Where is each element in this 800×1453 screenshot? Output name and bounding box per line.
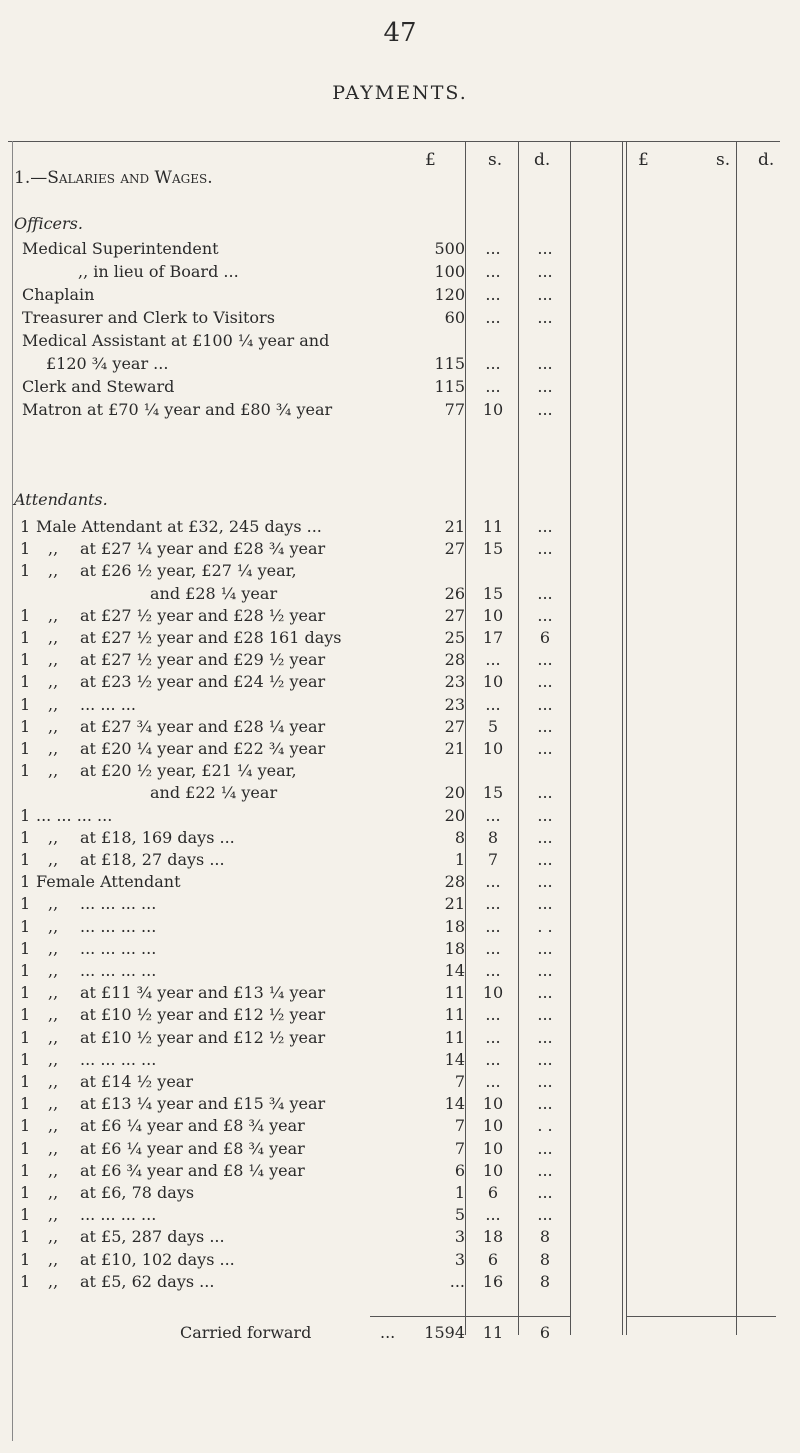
header-shillings: s. [488, 150, 503, 170]
row-pence: ... [537, 354, 553, 373]
row-count: 1 [20, 872, 31, 892]
row-count: 1 [20, 716, 31, 736]
row-shillings: 7 [487, 850, 499, 869]
row-pence: ... [537, 827, 553, 847]
row-shillings: 17 [482, 628, 504, 647]
table-row [0, 539, 780, 562]
row-ditto: ,, [48, 1116, 59, 1136]
row-pence: ... [537, 1005, 553, 1025]
row-pence: ... [537, 716, 553, 736]
table-row [0, 894, 780, 917]
row-pence: ... [537, 672, 553, 692]
row-shillings: 6 [487, 1249, 499, 1269]
header-pounds: £ [425, 150, 436, 170]
row-pounds: ... [449, 1271, 465, 1291]
row-pence: ... [537, 894, 553, 914]
row-shillings: ... [485, 694, 501, 714]
table-row [0, 517, 780, 540]
row-count: 1 [20, 517, 31, 536]
row-shillings: 10 [482, 983, 504, 1003]
row-description: Treasurer and Clerk to Visitors [22, 308, 275, 327]
row-ditto: ,, [48, 961, 59, 980]
row-pence: ... [537, 517, 553, 536]
table-row [0, 377, 780, 400]
row-shillings: ... [485, 354, 501, 373]
row-shillings: 6 [487, 1183, 499, 1202]
row-count: 1 [20, 739, 31, 758]
row-ditto: ,, [48, 672, 59, 692]
row-description: at £27 ¼ year and £28 ¾ year [80, 539, 326, 559]
row-description: at £14 ½ year [80, 1072, 193, 1091]
row-ditto: ,, [48, 983, 59, 1003]
row-ditto: ,, [48, 561, 59, 581]
row-count: 1 [20, 672, 31, 692]
header-shillings-total: s. [716, 150, 731, 170]
row-pence: ... [537, 938, 553, 958]
row-pounds: 7 [454, 1072, 465, 1091]
table-row [0, 1183, 780, 1206]
row-shillings: 15 [482, 783, 504, 803]
table-row [0, 285, 780, 308]
row-ditto: ,, [48, 539, 59, 559]
row-shillings: ... [485, 805, 501, 825]
row-shillings: 10 [482, 1094, 504, 1114]
row-pounds: 21 [444, 739, 465, 758]
row-ditto: ,, [48, 1227, 59, 1247]
row-ditto: ,, [48, 1183, 59, 1202]
row-pounds: 21 [444, 517, 465, 536]
attendants-label: Attendants. [14, 490, 108, 509]
row-ditto: ,, [48, 1138, 59, 1158]
table-row [0, 1050, 780, 1073]
row-description: at £10, 102 days ... [80, 1249, 235, 1269]
row-description: at £27 ½ year and £28 ½ year [80, 605, 326, 625]
row-shillings: ... [485, 377, 501, 396]
row-pence: ... [537, 872, 553, 892]
row-ditto: ,, [48, 739, 59, 758]
row-description: at £6 ¼ year and £8 ¾ year [80, 1138, 305, 1158]
row-pence: ... [537, 1205, 553, 1225]
row-ditto: ,, [48, 1049, 59, 1069]
row-description: at £27 ¾ year and £28 ¼ year [80, 716, 326, 736]
row-pounds: 100 [434, 262, 465, 281]
row-pence: ... [537, 377, 553, 396]
row-description: at £18, 27 days ... [80, 850, 225, 869]
row-pence: ... [537, 739, 553, 758]
table-row [0, 783, 780, 806]
row-ditto: ,, [48, 1160, 59, 1180]
table-row [0, 1139, 780, 1162]
row-pence: ... [537, 539, 553, 559]
row-description: Female Attendant [36, 872, 181, 892]
row-count: 1 [20, 961, 31, 980]
row-count: 1 [20, 1072, 31, 1091]
table-row [0, 308, 780, 331]
row-count: 1 [20, 827, 31, 847]
row-count: 1 [20, 938, 31, 958]
header-pence: d. [534, 150, 551, 170]
row-pence: ... [537, 1094, 553, 1114]
row-pence: ... [537, 1072, 553, 1091]
row-pence: ... [537, 262, 553, 281]
row-count: 1 [20, 1005, 31, 1025]
row-description: at £26 ½ year, £27 ¼ year, [80, 561, 297, 581]
row-shillings: ... [485, 308, 501, 327]
table-row [0, 331, 780, 354]
row-shillings: ... [485, 1205, 501, 1225]
table-row [0, 872, 780, 895]
row-pounds: 7 [454, 1116, 465, 1136]
row-shillings: 15 [482, 539, 504, 559]
page-heading: PAYMENTS. [332, 82, 468, 104]
row-pence: . . [537, 1116, 553, 1136]
row-pounds: 14 [444, 1094, 465, 1114]
row-pence: ... [537, 983, 553, 1003]
row-pence: ... [537, 239, 553, 258]
row-ditto: ,, [48, 761, 59, 781]
row-shillings: 16 [482, 1271, 504, 1291]
row-pounds: 23 [444, 672, 465, 692]
row-count: 1 [20, 1027, 31, 1047]
row-shillings: ... [485, 1027, 501, 1047]
row-pounds: 77 [444, 400, 465, 419]
row-description: at £10 ½ year and £12 ½ year [80, 1005, 326, 1025]
table-row [0, 806, 780, 829]
row-shillings: ... [485, 285, 501, 304]
row-pence: ... [537, 1027, 553, 1047]
row-ditto: ,, [48, 850, 59, 869]
row-description: Male Attendant at £32, 245 days ... [36, 517, 322, 536]
row-count: 1 [20, 605, 31, 625]
table-row [0, 1005, 780, 1028]
table-row [0, 584, 780, 607]
row-pence: ... [537, 850, 553, 869]
row-ditto: ,, [48, 894, 59, 914]
table-row [0, 1116, 780, 1139]
row-ditto: ,, [48, 827, 59, 847]
row-pounds: 18 [444, 938, 465, 958]
row-shillings: 11 [482, 517, 504, 536]
officers-label: Officers. [14, 214, 83, 233]
row-pence: ... [537, 583, 553, 603]
row-shillings: ... [485, 916, 501, 936]
carried-forward-row [0, 1323, 780, 1346]
row-shillings: ... [485, 1049, 501, 1069]
row-description: at £27 ½ year and £29 ½ year [80, 650, 326, 670]
row-count: 1 [20, 805, 31, 825]
table-row [0, 1094, 780, 1117]
carried-forward-dots: ... [380, 1323, 396, 1342]
table-row [0, 983, 780, 1006]
row-description: ... ... ... ... [80, 961, 157, 980]
row-shillings: 10 [482, 1138, 504, 1158]
row-shillings: ... [485, 1072, 501, 1091]
row-count: 1 [20, 1183, 31, 1202]
row-description: at £10 ½ year and £12 ½ year [80, 1027, 326, 1047]
table-row [0, 672, 780, 695]
row-pounds: 27 [444, 539, 465, 559]
row-shillings: 10 [482, 400, 504, 419]
row-count: 1 [20, 1160, 31, 1180]
row-description: ... ... ... ... [80, 894, 157, 914]
table-row [0, 939, 780, 962]
row-count: 1 [20, 539, 31, 559]
row-pence: ... [537, 650, 553, 670]
row-pounds: 20 [444, 783, 465, 803]
row-count: 1 [20, 1094, 31, 1114]
row-description: Chaplain [22, 285, 95, 304]
row-description: ... ... ... ... [80, 938, 157, 958]
row-pence: 6 [539, 628, 551, 647]
row-pence: ... [537, 1049, 553, 1069]
row-pounds: 115 [434, 354, 465, 373]
row-pounds: 28 [444, 872, 465, 892]
row-description: £120 ¾ year ... [46, 354, 169, 373]
row-description: at £6, 78 days [80, 1183, 195, 1202]
row-count: 1 [20, 1116, 31, 1136]
row-pounds: 3 [454, 1227, 465, 1247]
row-count: 1 [20, 983, 31, 1003]
row-count: 1 [20, 694, 31, 714]
row-shillings: 18 [482, 1227, 504, 1247]
table-row [0, 739, 780, 762]
table-row [0, 1072, 780, 1095]
row-pounds: 3 [454, 1249, 465, 1269]
row-ditto: ,, [48, 628, 59, 647]
table-row [0, 650, 780, 673]
row-count: 1 [20, 561, 31, 581]
row-description: ,, in lieu of Board ... [78, 262, 239, 281]
row-ditto: ,, [48, 1094, 59, 1114]
row-description: at £20 ½ year, £21 ¼ year, [80, 761, 297, 781]
row-pounds: 5 [454, 1205, 465, 1225]
row-pounds: 11 [444, 983, 465, 1003]
row-ditto: ,, [48, 716, 59, 736]
row-pounds: 1 [454, 850, 465, 869]
row-pounds: 115 [434, 377, 465, 396]
row-pounds: 14 [444, 961, 465, 980]
table-row [0, 850, 780, 873]
row-pence: ... [537, 805, 553, 825]
row-description: ... ... ... ... [36, 805, 113, 825]
row-pence: . . [537, 916, 553, 936]
row-description: at £23 ½ year and £24 ½ year [80, 672, 326, 692]
row-ditto: ,, [48, 916, 59, 936]
row-pounds: 14 [444, 1049, 465, 1069]
row-pence: ... [537, 1138, 553, 1158]
row-pence: ... [537, 783, 553, 803]
row-ditto: ,, [48, 1249, 59, 1269]
row-description: at £27 ½ year and £28 161 days [80, 628, 342, 647]
row-description: at £5, 287 days ... [80, 1227, 225, 1247]
table-row [0, 1272, 780, 1295]
row-description: ... ... ... [80, 694, 136, 714]
row-pounds: 23 [444, 694, 465, 714]
table-row [0, 628, 780, 651]
row-description: at £5, 62 days ... [80, 1271, 215, 1291]
table-row [0, 695, 780, 718]
row-pence: ... [537, 605, 553, 625]
row-pounds: 120 [434, 285, 465, 304]
table-row [0, 1028, 780, 1051]
row-pounds: 500 [434, 239, 465, 258]
row-shillings: ... [485, 938, 501, 958]
row-ditto: ,, [48, 650, 59, 670]
table-row [0, 961, 780, 984]
header-pounds-total: £ [638, 150, 649, 170]
row-pence: ... [537, 694, 553, 714]
row-pounds: 1 [454, 1183, 465, 1202]
row-ditto: ,, [48, 1027, 59, 1047]
row-shillings: ... [485, 650, 501, 670]
row-description: Medical Superintendent [22, 239, 219, 258]
table-top-rule [8, 141, 780, 142]
row-description: ... ... ... ... [80, 1049, 157, 1069]
row-pounds: 21 [444, 894, 465, 914]
row-count: 1 [20, 1138, 31, 1158]
row-shillings: ... [485, 1005, 501, 1025]
row-pounds: 11 [444, 1005, 465, 1025]
table-row [0, 1161, 780, 1184]
row-description: at £18, 169 days ... [80, 827, 235, 847]
row-shillings: 8 [487, 827, 499, 847]
row-description: at £20 ¼ year and £22 ¾ year [80, 739, 326, 758]
row-ditto: ,, [48, 1271, 59, 1291]
section-title: 1.—Salaries and Wages. [14, 168, 213, 188]
row-ditto: ,, [48, 1205, 59, 1225]
row-count: 1 [20, 650, 31, 670]
row-pounds: 8 [454, 827, 465, 847]
row-pounds: 28 [444, 650, 465, 670]
row-shillings: 10 [482, 739, 504, 758]
row-pence: 8 [539, 1271, 551, 1291]
table-row [0, 239, 780, 262]
row-pounds: 20 [444, 805, 465, 825]
carried-forward-pounds: 1594 [424, 1323, 465, 1342]
row-description: at £6 ¾ year and £8 ¼ year [80, 1160, 305, 1180]
total-rule [370, 1316, 570, 1317]
row-pounds: 6 [454, 1160, 465, 1180]
row-count: 1 [20, 1249, 31, 1269]
row-shillings: ... [485, 872, 501, 892]
row-shillings: ... [485, 239, 501, 258]
row-pence: ... [537, 1160, 553, 1180]
table-row [0, 717, 780, 740]
row-pence: ... [537, 961, 553, 980]
row-description: at £6 ¼ year and £8 ¾ year [80, 1116, 305, 1136]
row-count: 1 [20, 1049, 31, 1069]
row-shillings: 10 [482, 1116, 504, 1136]
row-pence: 8 [539, 1249, 551, 1269]
table-row [0, 1205, 780, 1228]
header-pence-total: d. [758, 150, 775, 170]
table-row [0, 354, 780, 377]
row-shillings: 10 [482, 672, 504, 692]
row-pence: ... [537, 400, 553, 419]
row-shillings: 10 [482, 1160, 504, 1180]
row-pounds: 26 [444, 583, 465, 603]
table-row [0, 828, 780, 851]
row-pence: ... [537, 285, 553, 304]
row-pounds: 18 [444, 916, 465, 936]
row-pounds: 60 [444, 308, 465, 327]
row-count: 1 [20, 850, 31, 869]
table-row [0, 1227, 780, 1250]
row-description: Medical Assistant at £100 ¼ year and [22, 331, 330, 350]
carried-forward-pence: 6 [539, 1323, 551, 1342]
carried-forward-label: Carried forward [180, 1323, 312, 1342]
row-description: at £11 ¾ year and £13 ¼ year [80, 983, 326, 1003]
table-row [0, 400, 780, 423]
row-count: 1 [20, 1271, 31, 1291]
row-shillings: ... [485, 262, 501, 281]
row-description: and £28 ¼ year [150, 583, 278, 603]
row-shillings: ... [485, 894, 501, 914]
row-pence: 8 [539, 1227, 551, 1247]
row-pounds: 11 [444, 1027, 465, 1047]
row-ditto: ,, [48, 1072, 59, 1091]
row-shillings: ... [485, 961, 501, 980]
row-pounds: 7 [454, 1138, 465, 1158]
row-count: 1 [20, 1205, 31, 1225]
table-row [0, 561, 780, 584]
row-description: Matron at £70 ¼ year and £80 ¾ year [22, 400, 333, 419]
row-count: 1 [20, 916, 31, 936]
table-row [0, 917, 780, 940]
row-count: 1 [20, 1227, 31, 1247]
row-description: at £13 ¼ year and £15 ¾ year [80, 1094, 326, 1114]
row-shillings: 15 [482, 583, 504, 603]
row-description: ... ... ... ... [80, 1205, 157, 1225]
row-ditto: ,, [48, 938, 59, 958]
row-count: 1 [20, 628, 31, 647]
row-pounds: 27 [444, 716, 465, 736]
row-pounds: 25 [444, 628, 465, 647]
row-shillings: 10 [482, 605, 504, 625]
table-row [0, 262, 780, 285]
page-number: 47 [383, 18, 417, 48]
row-count: 1 [20, 761, 31, 781]
row-ditto: ,, [48, 605, 59, 625]
row-description: and £22 ¼ year [150, 783, 278, 803]
row-count: 1 [20, 894, 31, 914]
carried-forward-shillings: 11 [482, 1323, 504, 1342]
table-row [0, 606, 780, 629]
table-row [0, 761, 780, 784]
table-row [0, 1250, 780, 1273]
row-pounds: 27 [444, 605, 465, 625]
row-shillings: 5 [487, 716, 499, 736]
total-rule-right [626, 1316, 776, 1317]
row-ditto: ,, [48, 1005, 59, 1025]
row-pence: ... [537, 308, 553, 327]
row-ditto: ,, [48, 694, 59, 714]
row-pence: ... [537, 1183, 553, 1202]
row-description: ... ... ... ... [80, 916, 157, 936]
row-description: Clerk and Steward [22, 377, 175, 396]
